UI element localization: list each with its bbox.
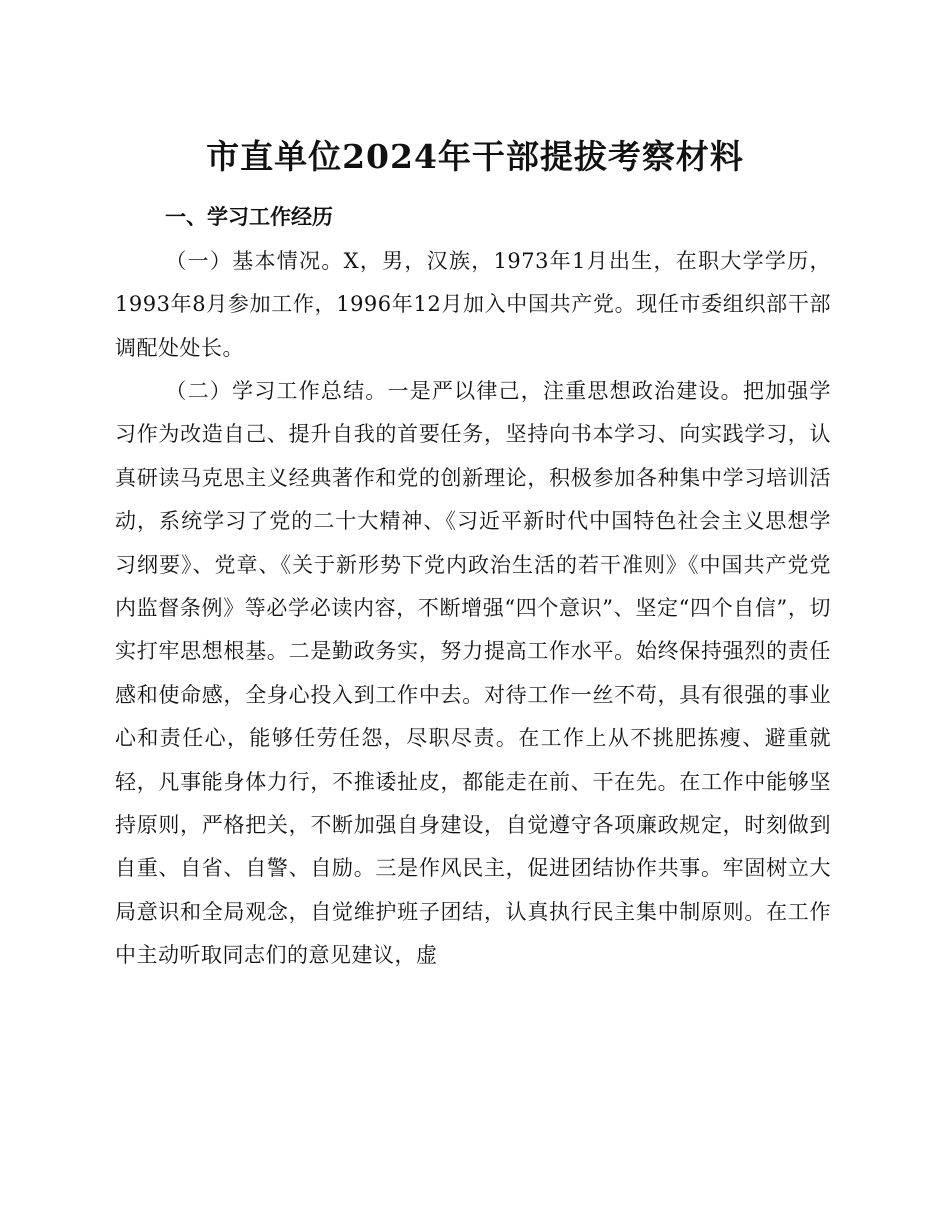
document-title: 市直单位2024年干部提拔考察材料 <box>206 137 744 176</box>
paragraph-work-summary: （二）学习工作总结。一是严以律己，注重思想政治建设。把加强学习作为改造自己、提升自我的首要任务，坚持向书本学习、向实践学习，认真研读马克思主义经典著作和党的创新理论，积极参加各种集中学习培训活动，系统学习了党的二十大精神、《习近平新时代中国特色社会主义思想学习纲要》、党章、《关于新形势下党内政治生活的若干准则》《中国共产党党内监督条例》等必学必读内容，不断增强“四个意识”、坚定“四个自信”，切实打牢思想根基。二是勤政务实，努力提高工作水平。始终保持强烈的责任感和使命感，全身心投入到工作中去。对待工作一丝不苟，具有很强的事业心和责任心，能够任劳任怨，尽职尽责。在工作上从不挑肥拣瘦、避重就轻，凡事能身体力行，不推诿扯皮，都能走在前、干在先。在工作中能够坚持原则，严格把关，不断加强自身建设，自觉遵守各项廉政规定，时刻做到自重、自省、自警、自励。三是作风民主，促进团结协作共事。牢固树立大局意识和全局观念，自觉维护班子团结，认真执行民主集中制原则。在工作中主动听取同志们的意见建议，虚 <box>115 379 831 968</box>
section-heading: 一、学习工作经历 <box>165 205 333 229</box>
paragraph-basic-info: （一）基本情况。X，男，汉族，1973年1月出生，在职大学学历，1993年8月参加工作，1996年12月加入中国共产党。现任市委组织部干部调配处处长。 <box>115 249 831 360</box>
